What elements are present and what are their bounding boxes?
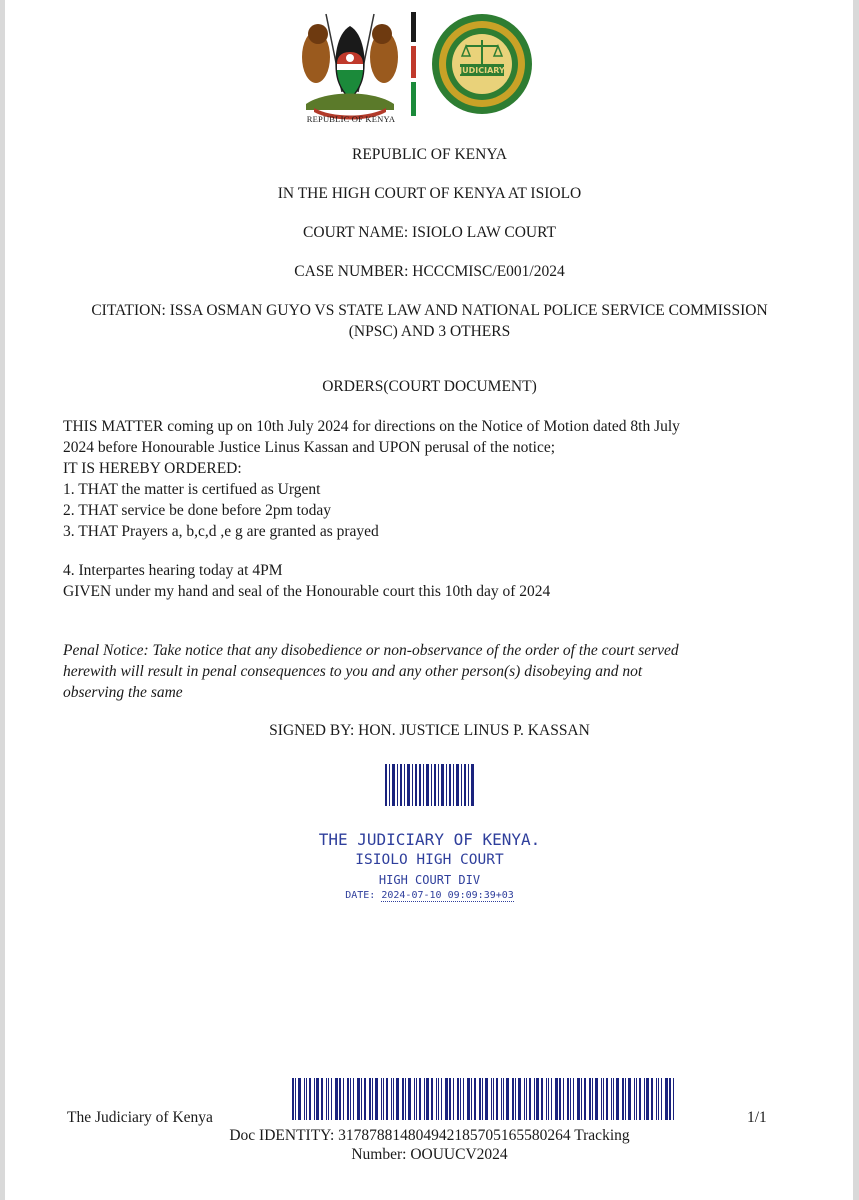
citation-line-1: CITATION: ISSA OSMAN GUYO VS STATE LAW AND NATIONAL POLICE SERVICE COMMISSION bbox=[91, 302, 768, 319]
heading-court: IN THE HIGH COURT OF KENYA AT ISIOLO bbox=[277, 185, 582, 202]
case-number: CASE NUMBER: HCCCMISC/E001/2024 bbox=[294, 263, 565, 280]
coat-of-arms-icon bbox=[296, 12, 404, 122]
penal-line-1: Penal Notice: Take notice that any disobedience or non-observance of the order of the court served bbox=[63, 642, 679, 659]
doc-identity-line-1: Doc IDENTITY: 317878814804942185705165580264 Tracking bbox=[229, 1127, 630, 1144]
stamp-date bbox=[0, 890, 859, 901]
doc-identity-line-2: Number: OOUUCV2024 bbox=[351, 1146, 508, 1163]
seal-text: JUDICIARY bbox=[459, 66, 505, 75]
header-logos bbox=[0, 8, 859, 124]
signature-line: SIGNED BY: HON. JUSTICE LINUS P. KASSAN bbox=[269, 722, 590, 739]
intro-line-2: 2024 before Honourable Justice Linus Kassan and UPON perusal of the notice; bbox=[63, 439, 556, 456]
flag-divider bbox=[411, 12, 416, 116]
judiciary-seal-icon bbox=[430, 12, 534, 116]
stamp-line-2: ISIOLO HIGH COURT bbox=[355, 852, 504, 868]
intro-line-1: THIS MATTER coming up on 10th July 2024 for directions on the Notice of Motion dated 8th July bbox=[63, 418, 680, 435]
coat-of-arms-caption: REPUBLIC OF KENYA bbox=[306, 114, 396, 124]
stamp-date-label: DATE: bbox=[345, 890, 376, 901]
document-barcode-icon bbox=[292, 1078, 678, 1120]
citation-line-2: (NPSC) AND 3 OTHERS bbox=[348, 323, 511, 340]
document-type: ORDERS(COURT DOCUMENT) bbox=[322, 378, 537, 395]
ordered-heading: IT IS HEREBY ORDERED: bbox=[63, 460, 242, 477]
footer-left: The Judiciary of Kenya bbox=[67, 1109, 213, 1126]
page-edge-left bbox=[0, 0, 5, 1200]
order-item: 3. THAT Prayers a, b,c,d ,e g are granted as prayed bbox=[63, 523, 379, 540]
order-body-2 bbox=[63, 560, 803, 602]
order-item: 2. THAT service be done before 2pm today bbox=[63, 502, 332, 519]
order-body bbox=[63, 416, 803, 542]
stamp-line-3: HIGH COURT DIV bbox=[378, 873, 481, 887]
stamp-date-value: 2024-07-10 09:09:39+03 bbox=[381, 890, 514, 901]
penal-line-3: observing the same bbox=[63, 684, 183, 701]
court-name: COURT NAME: ISIOLO LAW COURT bbox=[303, 224, 556, 241]
order-item: 1. THAT the matter is certifued as Urgent bbox=[63, 481, 321, 498]
stamp-barcode-icon bbox=[385, 764, 475, 806]
page-edge-right bbox=[853, 0, 859, 1200]
stamp-line-1: THE JUDICIARY OF KENYA. bbox=[318, 830, 541, 849]
heading-republic: REPUBLIC OF KENYA bbox=[351, 146, 507, 163]
penal-line-2: herewith will result in penal consequences to you and any other person(s) disobeying and not bbox=[63, 663, 643, 680]
given-line: GIVEN under my hand and seal of the Honourable court this 10th day of 2024 bbox=[63, 583, 551, 600]
order-item-4: 4. Interpartes hearing today at 4PM bbox=[63, 562, 283, 579]
page-number: 1/1 bbox=[747, 1109, 767, 1126]
penal-notice bbox=[63, 640, 803, 703]
